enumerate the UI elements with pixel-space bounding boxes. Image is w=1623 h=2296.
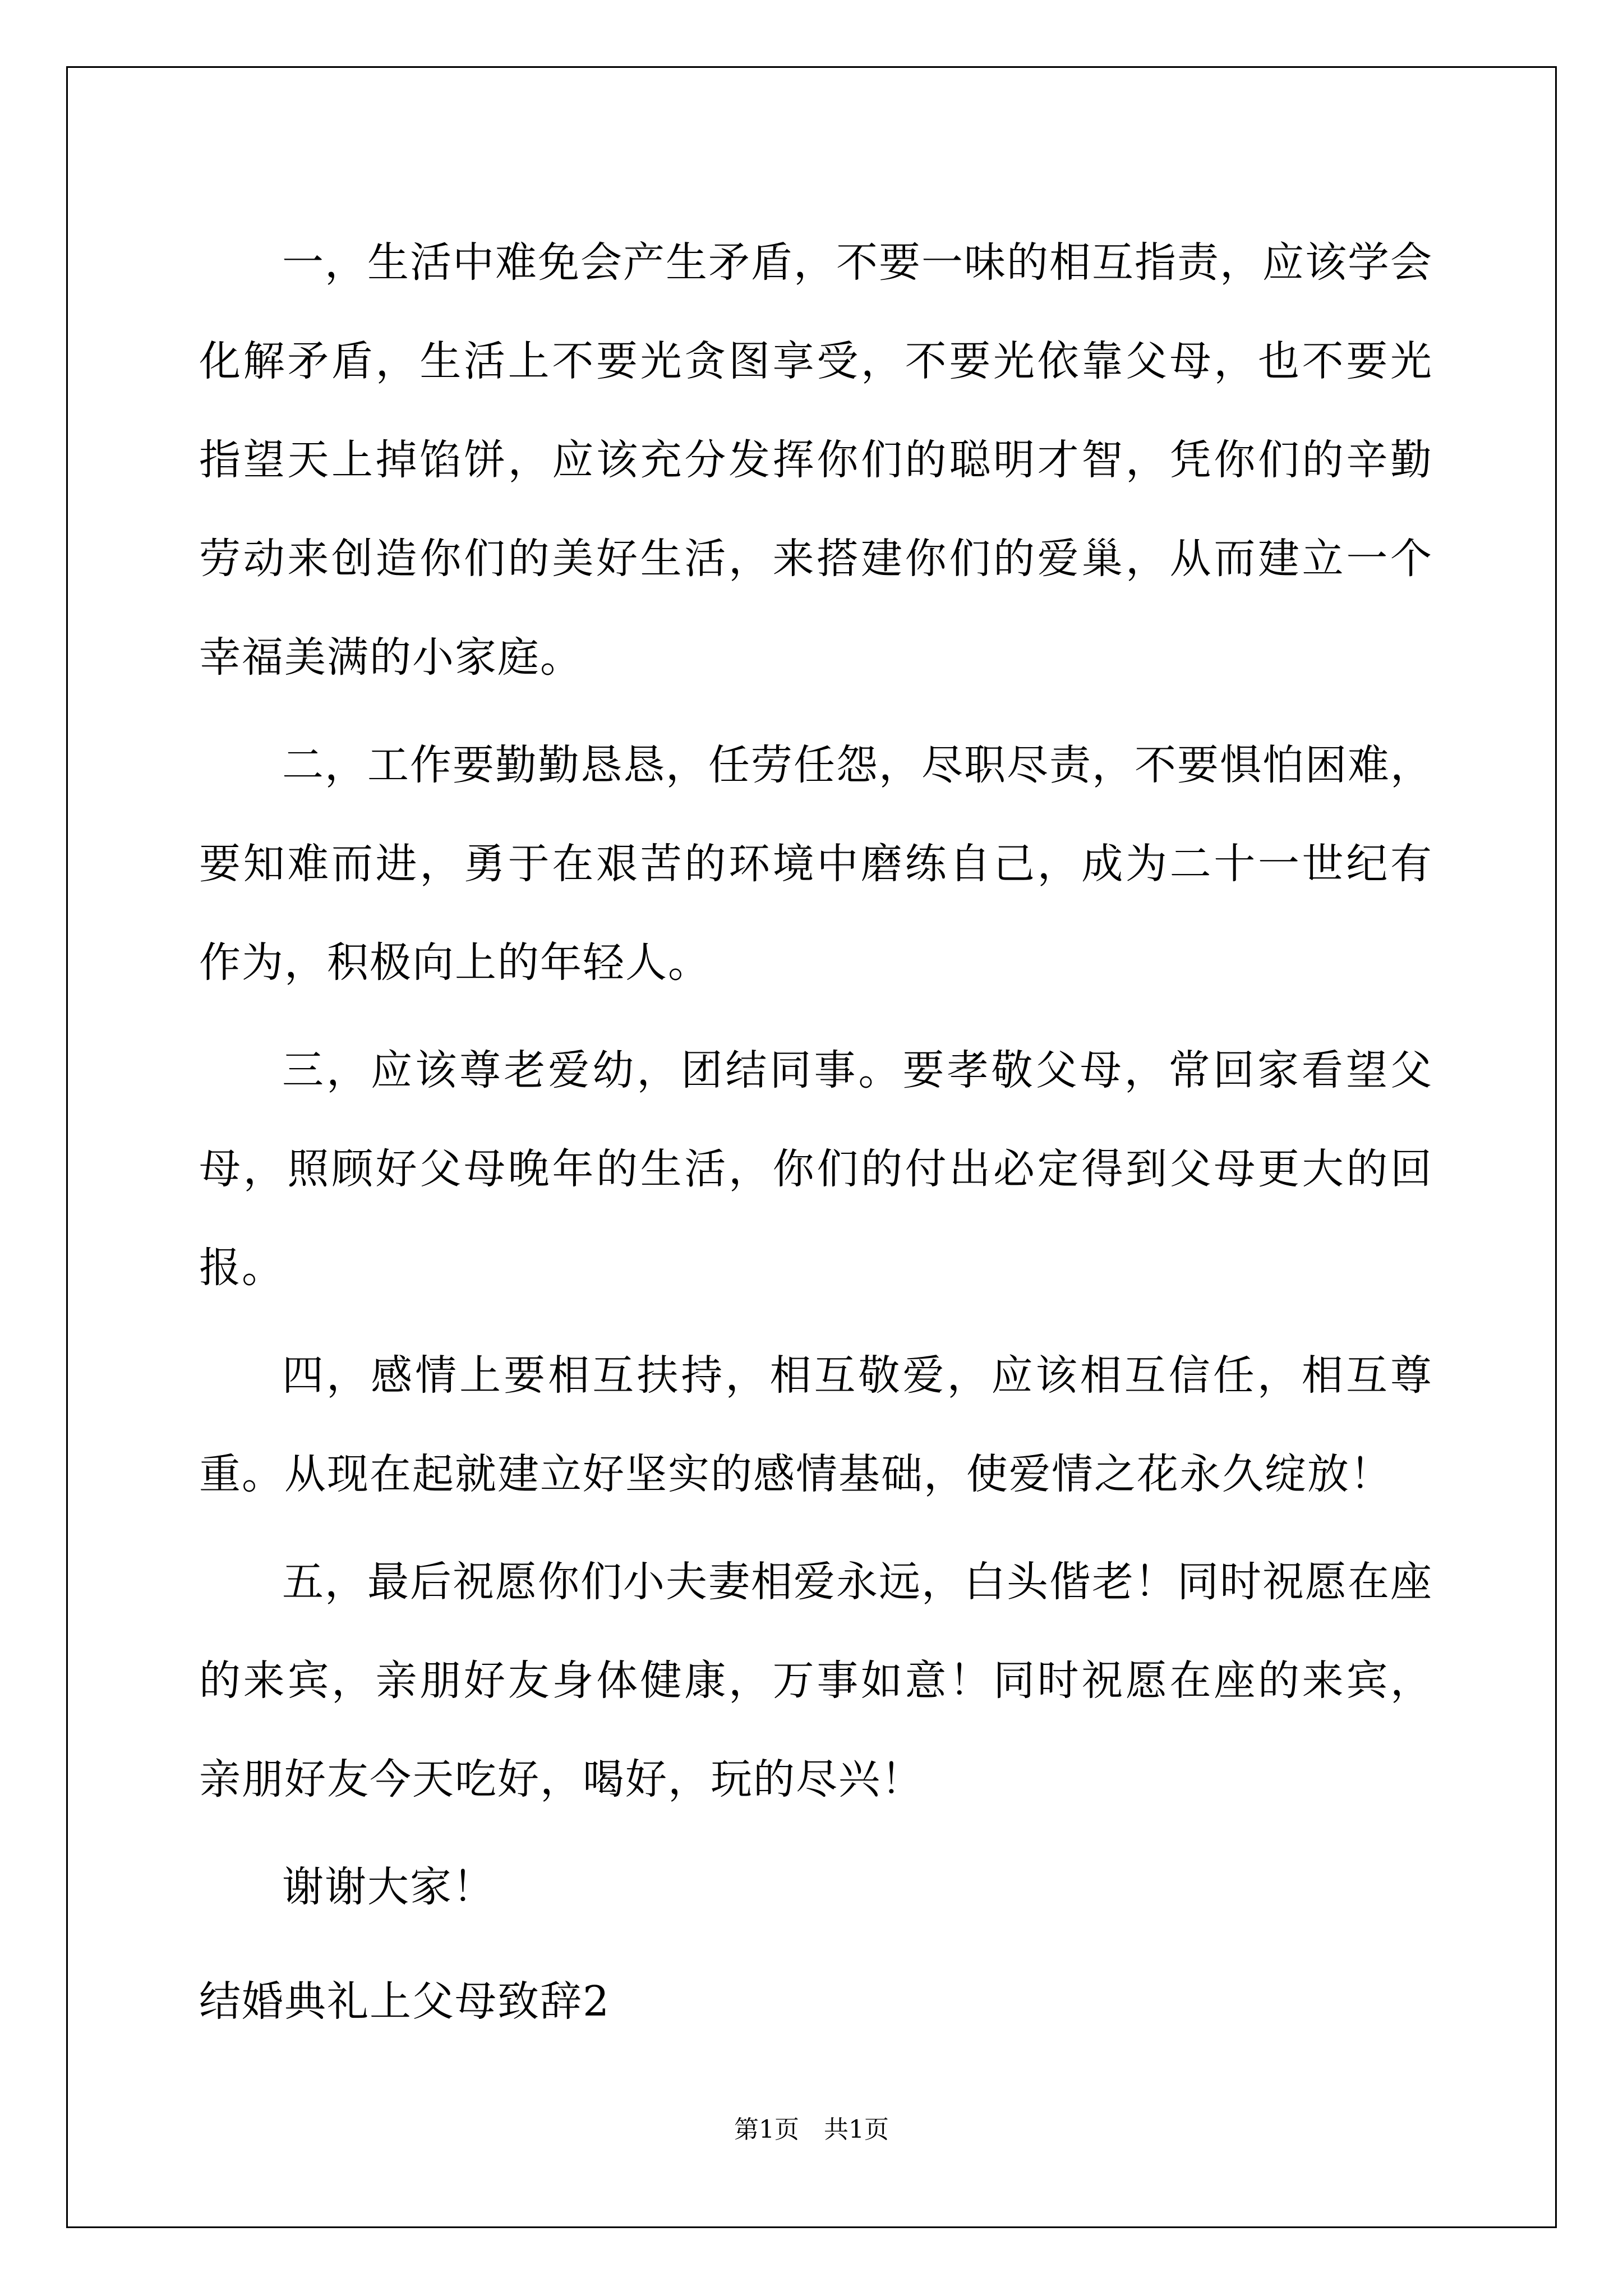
paragraph-1: 一，生活中难免会产生矛盾，不要一味的相互指责，应该学会化解矛盾，生活上不要光贪图享受，不要光依靠父母，也不要光指望天上掉馅饼，应该充分发挥你们的聪明才智，凭你们的辛勤劳动来创造你们的美好生活，来搭建你们的爱巢，从而建立一个幸福美满的小家庭。 — [199, 238, 1433, 682]
paragraph-2: 二，工作要勤勤恳恳，任劳任怨，尽职尽责，不要惧怕困难，要知难而进，勇于在艰苦的环境中磨练自己，成为二十一世纪有作为，积极向上的年轻人。 — [199, 741, 1433, 987]
document-body — [199, 213, 1433, 2051]
paragraph-5: 五，最后祝愿你们小夫妻相爱永远，白头偕老！同时祝愿在座的来宾，亲朋好友身体健康，万事如意！同时祝愿在座的来宾，亲朋好友今天吃好，喝好，玩的尽兴！ — [199, 1558, 1433, 1803]
section-heading: 结婚典礼上父母致辞2 — [199, 1977, 611, 2026]
paragraph-4: 四，感情上要相互扶持，相互敬爱，应该相互信任，相互尊重。从现在起就建立好坚实的感情基础，使爱情之花永久绽放！ — [199, 1351, 1433, 1498]
page-footer: 第1页 共1页 — [734, 2115, 889, 2144]
paragraph-thanks: 谢谢大家！ — [282, 1863, 495, 1911]
paragraph-3: 三，应该尊老爱幼，团结同事。要孝敬父母，常回家看望父母，照顾好父母晚年的生活，你们的付出必定得到父母更大的回报。 — [199, 1046, 1433, 1292]
